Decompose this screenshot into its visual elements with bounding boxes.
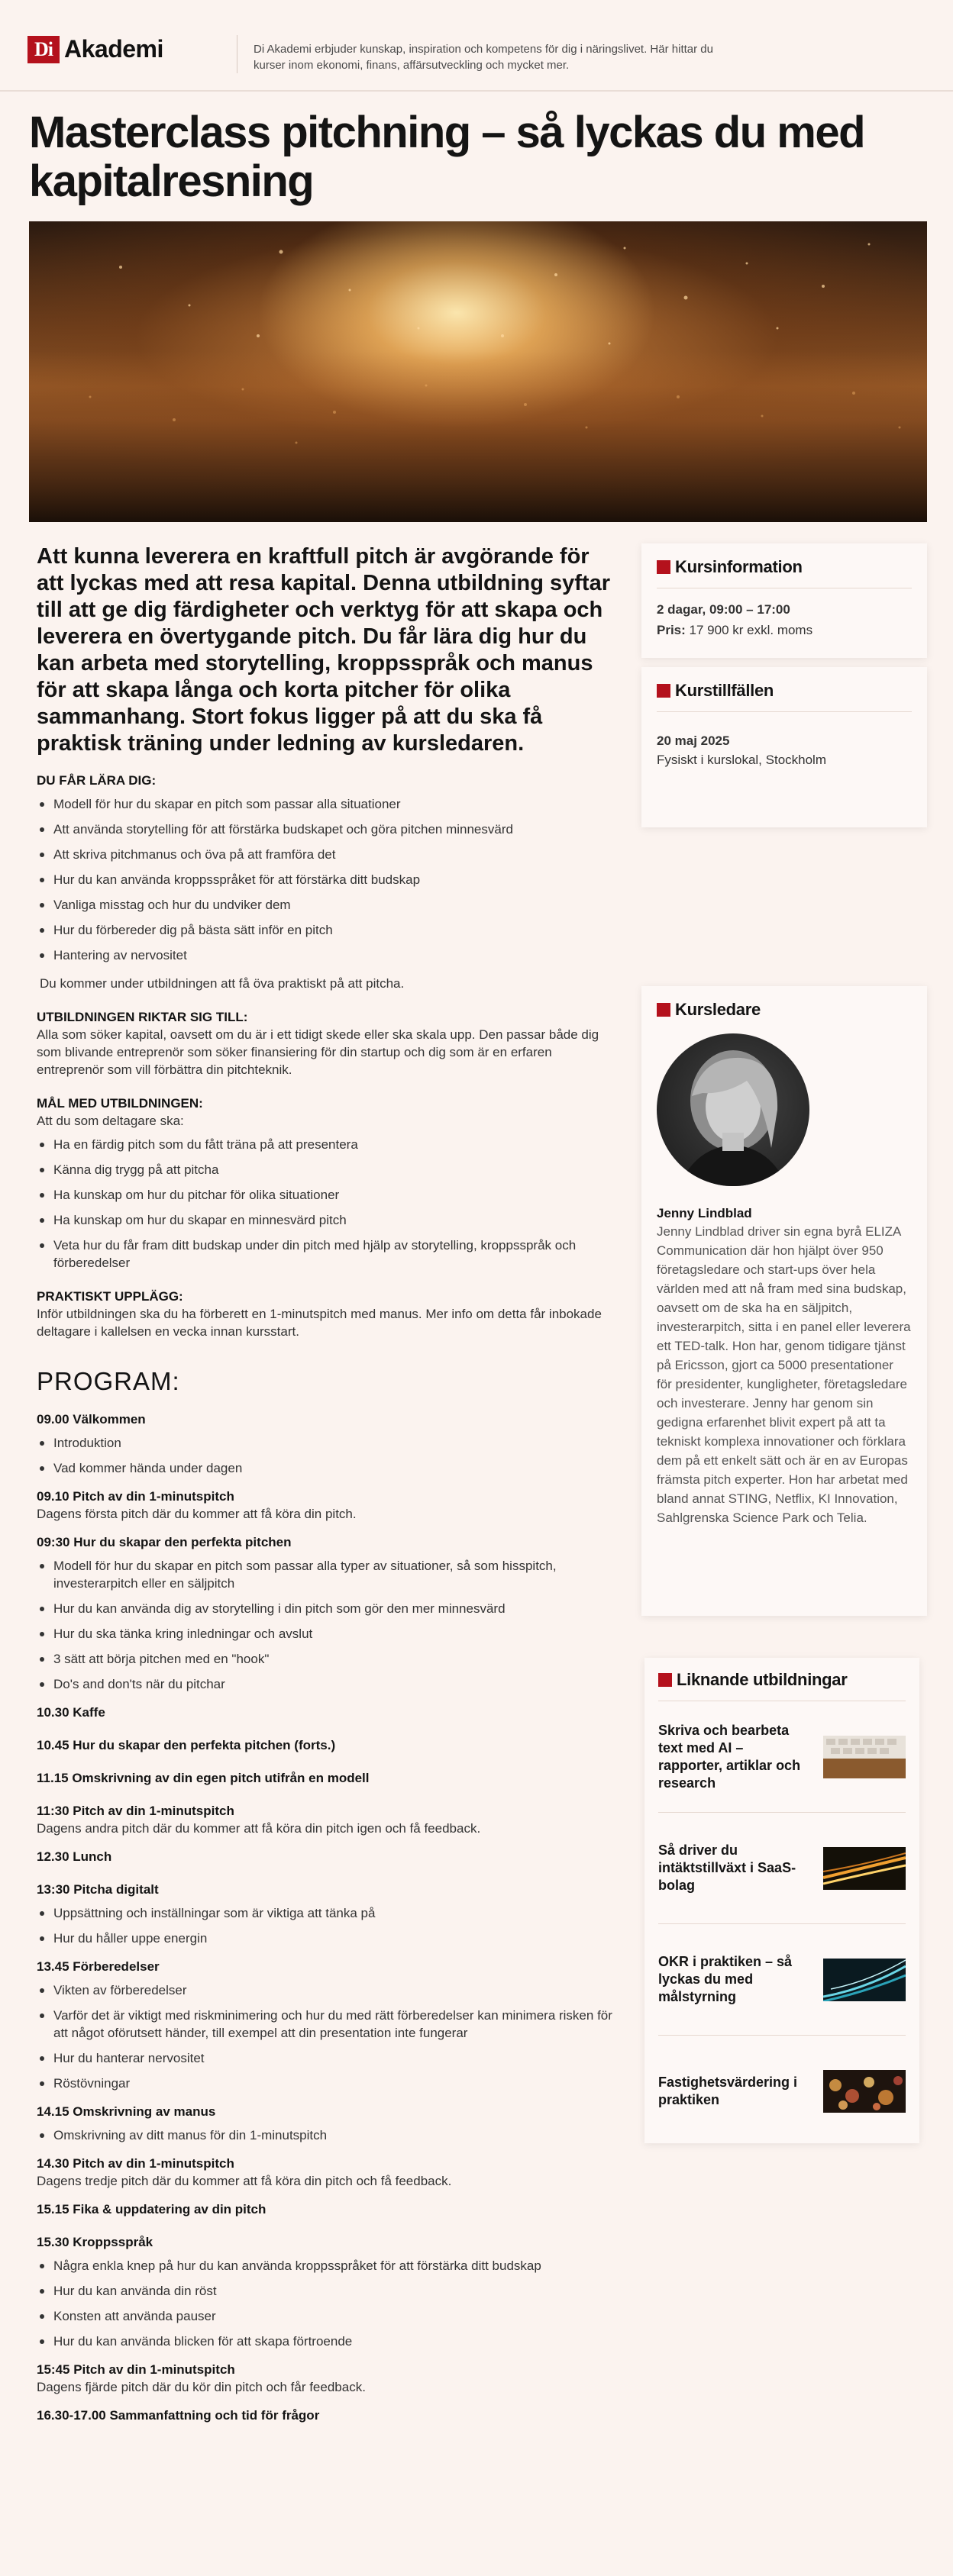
list-item: Att skriva pitchmanus och öva på att framföra det: [37, 846, 617, 863]
red-square-icon: [657, 560, 670, 574]
related-course-item[interactable]: [658, 1813, 906, 1924]
card-head: [657, 557, 912, 577]
slot-items: [37, 2126, 617, 2144]
list-item: Hantering av nervositet: [37, 946, 617, 964]
blue-trails-thumbnail: [823, 1959, 906, 2001]
related-course-title[interactable]: Fastighetsvärdering i praktiken: [658, 2075, 798, 2107]
list-item: Hur du håller uppe energin: [37, 1930, 617, 1947]
goals-lead: Att du som deltagare ska:: [37, 1114, 184, 1128]
program-slot: [37, 2103, 617, 2144]
slot-title: 15.30 Kroppsspråk: [37, 2235, 153, 2249]
slot-text: Dagens andra pitch där du kommer att få köra din pitch igen och få feedback.: [37, 1821, 481, 1836]
target-heading: UTBILDNINGEN RIKTAR SIG TILL:: [37, 1010, 248, 1024]
card-head: [657, 681, 912, 701]
card-title: Kursinformation: [675, 557, 803, 576]
card-title: Kursledare: [675, 1000, 761, 1019]
course-leader-card: [641, 986, 927, 1616]
slot-items: [37, 1904, 617, 1947]
course-info-card: [641, 543, 927, 658]
program-slot: [37, 1958, 617, 2092]
list-item: Hur du kan använda dig av storytelling i din pitch som gör den mer minnesvärd: [37, 1600, 617, 1617]
program-slot: [37, 2233, 617, 2350]
related-list: [658, 1701, 906, 2147]
slot-title: 13.45 Förberedelser: [37, 1959, 160, 1974]
red-square-icon: [657, 1003, 670, 1017]
list-item: Känna dig trygg på att pitcha: [37, 1161, 617, 1178]
list-item: Att använda storytelling för att förstärka budskapet och göra pitchen minnesvärd: [37, 821, 617, 838]
portrait-illustration: [657, 1033, 809, 1186]
session-date[interactable]: 20 maj 2025: [657, 733, 730, 748]
header-tagline: Di Akademi erbjuder kunskap, inspiration och kompetens för dig i näringslivet. Här hittar du kurser inom ekonomi, finans, affärsutveckling och mycket mer.: [254, 43, 713, 72]
practice-note: Du kommer under utbildningen att få öva praktiskt på att pitcha.: [40, 976, 405, 991]
slot-title: 16.30-17.00 Sammanfattning och tid för frågor: [37, 2408, 320, 2423]
program-slot: [37, 2407, 617, 2424]
light-trails-thumbnail: [823, 1847, 906, 1890]
slot-title: 11.15 Omskrivning av din egen pitch utifrån en modell: [37, 1771, 370, 1785]
slot-text: Dagens tredje pitch där du kommer att få köra din pitch och få feedback.: [37, 2174, 452, 2188]
practical-heading: PRAKTISKT UPPLÄGG:: [37, 1289, 183, 1304]
list-item: 3 sätt att börja pitchen med en "hook": [37, 1650, 617, 1668]
list-item: Vanliga misstag och hur du undviker dem: [37, 896, 617, 914]
logo-mark: Di: [27, 36, 60, 63]
list-item: Hur du ska tänka kring inledningar och avslut: [37, 1625, 617, 1643]
related-course-item[interactable]: [658, 2036, 906, 2147]
list-item: Några enkla knep på hur du kan använda kroppsspråket för att förstärka ditt budskap: [37, 2257, 617, 2275]
related-courses-card: [644, 1658, 919, 2143]
list-item: Ha kunskap om hur du skapar en minnesvärd pitch: [37, 1211, 617, 1229]
slot-text: Dagens fjärde pitch där du kör din pitch och får feedback.: [37, 2380, 366, 2394]
list-item: Uppsättning och inställningar som är viktiga att tänka på: [37, 1904, 617, 1922]
slot-title: 14.15 Omskrivning av manus: [37, 2104, 216, 2119]
site-header: [0, 0, 953, 92]
card-title: Liknande utbildningar: [677, 1670, 848, 1689]
city-bokeh-thumbnail: [823, 2070, 906, 2113]
list-item: Modell för hur du skapar en pitch som passar alla situationer: [37, 795, 617, 813]
slot-title: 15.15 Fika & uppdatering av din pitch: [37, 2202, 267, 2217]
divider: [657, 711, 912, 712]
program-slot: [37, 1881, 617, 1947]
program-slot: [37, 2361, 617, 2396]
list-item: Veta hur du får fram ditt budskap under din pitch med hjälp av storytelling, kroppsspråk och förberedelser: [37, 1236, 617, 1272]
course-description: [37, 543, 617, 2424]
program-slot: [37, 1802, 617, 1837]
goals-heading: MÅL MED UTBILDNINGEN:: [37, 1096, 203, 1111]
related-course-title[interactable]: OKR i praktiken – så lyckas du med målstyrning: [658, 1954, 793, 2004]
program-slot: [37, 1411, 617, 1477]
slot-title: 14.30 Pitch av din 1-minutspitch: [37, 2156, 234, 2171]
target-text: Alla som söker kapital, oavsett om du är i ett tidigt skede eller ska skala upp. Den passar både dig som blivande entreprenör som söker finansiering för din startup och dig som är en erfaren entreprenör som vill förbättra din pitchteknik.: [37, 1027, 599, 1077]
course-price: [657, 621, 912, 639]
hero-bokeh: [29, 221, 927, 522]
sessions-card: [641, 667, 927, 827]
learn-heading: DU FÅR LÄRA DIG:: [37, 773, 157, 788]
list-item: Introduktion: [37, 1434, 617, 1452]
slot-title: 12.30 Lunch: [37, 1849, 112, 1864]
list-item: Modell för hur du skapar en pitch som passar alla typer av situationer, så som hisspitch, investerarpitch eller en säljpitch: [37, 1557, 617, 1592]
card-head: [658, 1670, 906, 1690]
red-square-icon: [658, 1673, 672, 1687]
list-item: Hur du kan använda blicken för att skapa förtroende: [37, 2333, 617, 2350]
price-label: Pris:: [657, 623, 686, 637]
hero-image: [29, 221, 927, 522]
list-item: Röstövningar: [37, 2075, 617, 2092]
list-item: Vikten av förberedelser: [37, 1981, 617, 1999]
goals-list: [37, 1136, 617, 1272]
program-slot: [37, 2200, 617, 2218]
slot-title: 09.00 Välkommen: [37, 1412, 146, 1427]
session-location: Fysiskt i kurslokal, Stockholm: [657, 753, 826, 767]
slot-items: [37, 1434, 617, 1477]
list-item: Ha kunskap om hur du pitchar för olika situationer: [37, 1186, 617, 1204]
intro-text: Att kunna leverera en kraftfull pitch är avgörande för att lyckas med att resa kapital. Denna utbildning syftar till att ge dig färdigheter och verktyg för att skapa och leverera en övertygande pitch. Du får lära dig hur du kan arbeta med storytelling, kroppsspråk och manus för att skapa långa och korta pitcher för olika sammanhang. Stort fokus ligger på att du ska få praktisk träning under ledning av kursledaren.: [37, 544, 610, 756]
slot-title: 09.10 Pitch av din 1-minutspitch: [37, 1489, 234, 1504]
learn-list: [37, 795, 617, 964]
program-title: PROGRAM:: [37, 1367, 180, 1395]
program-slot: [37, 1848, 617, 1865]
slot-title: 10.30 Kaffe: [37, 1705, 105, 1720]
leader-bio: Jenny Lindblad driver sin egna byrå ELIZA Communication där hon hjälpt över 950 företagsledare och start-ups över hela världen med att nå fram med sina budskap, oavsett om de ska ha en säljpitch, investerarpitch, sitta i en panel eller leverera ett TED-talk. Hon har, genom tidigare tjänst på Ericsson, gjort ca 5000 presentationer för presidenter, kungligheter, företagsledare och investerare. Jenny har genom sin gedigna erfarenhet blivit expert på att ta tekniskt komplexa innovationer och förklara dem på ett enkelt sätt och är en av Europas främsta pitch experter. Hon har arbetat med bland annat STING, Netflix, KI Innovation, Sahlgrenska Science Park och Telia.: [657, 1224, 911, 1525]
list-item: Hur du kan använda kroppsspråket för att förstärka ditt budskap: [37, 871, 617, 888]
list-item: Do's and don'ts när du pitchar: [37, 1675, 617, 1693]
slot-title: 15:45 Pitch av din 1-minutspitch: [37, 2362, 235, 2377]
program-slot: [37, 1769, 617, 1787]
leader-name: Jenny Lindblad: [657, 1206, 752, 1220]
slot-title: 09:30 Hur du skapar den perfekta pitchen: [37, 1535, 292, 1549]
list-item: Varför det är viktigt med riskminimering och hur du med rätt förberedelser kan minimera risken för att något oförutsett händer, till exempel att din presentation inte fungerar: [37, 2007, 617, 2042]
di-akademi-logo[interactable]: [27, 35, 163, 63]
slot-title: 11:30 Pitch av din 1-minutspitch: [37, 1804, 234, 1818]
list-item: Hur du förbereder dig på bästa sätt inför en pitch: [37, 921, 617, 939]
course-duration: 2 dagar, 09:00 – 17:00: [657, 602, 790, 617]
list-item: Hur du hanterar nervositet: [37, 2049, 617, 2067]
red-square-icon: [657, 684, 670, 698]
slot-text: Dagens första pitch där du kommer att få köra din pitch.: [37, 1507, 357, 1521]
program-slot: [37, 1736, 617, 1754]
card-title: Kurstillfällen: [675, 681, 774, 700]
logo-text: Akademi: [64, 35, 163, 63]
slot-items: [37, 1981, 617, 2092]
leader-avatar: [657, 1033, 809, 1186]
program-slot: [37, 1533, 617, 1693]
slot-title: 13:30 Pitcha digitalt: [37, 1882, 159, 1897]
program-slot: [37, 2155, 617, 2190]
card-head: [657, 1000, 912, 1020]
related-course-item[interactable]: [658, 1924, 906, 2036]
program-schedule: [37, 1411, 617, 2424]
slot-items: [37, 2257, 617, 2350]
keyboard-thumbnail: [823, 1736, 906, 1778]
practical-text: Inför utbildningen ska du ha förberett en 1-minutspitch med manus. Mer info om detta får inbokade deltagare i kallelsen en vecka innan kursstart.: [37, 1307, 602, 1339]
list-item: Hur du kan använda din röst: [37, 2282, 617, 2300]
page-title: Masterclass pitchning – så lyckas du med kapitalresning: [29, 108, 865, 206]
related-course-title[interactable]: Så driver du intäktstillväxt i SaaS-bolag: [658, 1843, 796, 1893]
related-course-title[interactable]: Skriva och bearbeta text med AI – rapporter, artiklar och research: [658, 1722, 801, 1791]
related-course-item[interactable]: [658, 1701, 906, 1813]
program-slot: [37, 1704, 617, 1721]
slot-items: [37, 1557, 617, 1693]
list-item: Omskrivning av ditt manus för din 1-minutspitch: [37, 2126, 617, 2144]
list-item: Ha en färdig pitch som du fått träna på att presentera: [37, 1136, 617, 1153]
program-slot: [37, 1488, 617, 1523]
slot-title: 10.45 Hur du skapar den perfekta pitchen (forts.): [37, 1738, 336, 1752]
list-item: Konsten att använda pauser: [37, 2307, 617, 2325]
price-value: 17 900 kr exkl. moms: [689, 623, 813, 637]
list-item: Vad kommer hända under dagen: [37, 1459, 617, 1477]
